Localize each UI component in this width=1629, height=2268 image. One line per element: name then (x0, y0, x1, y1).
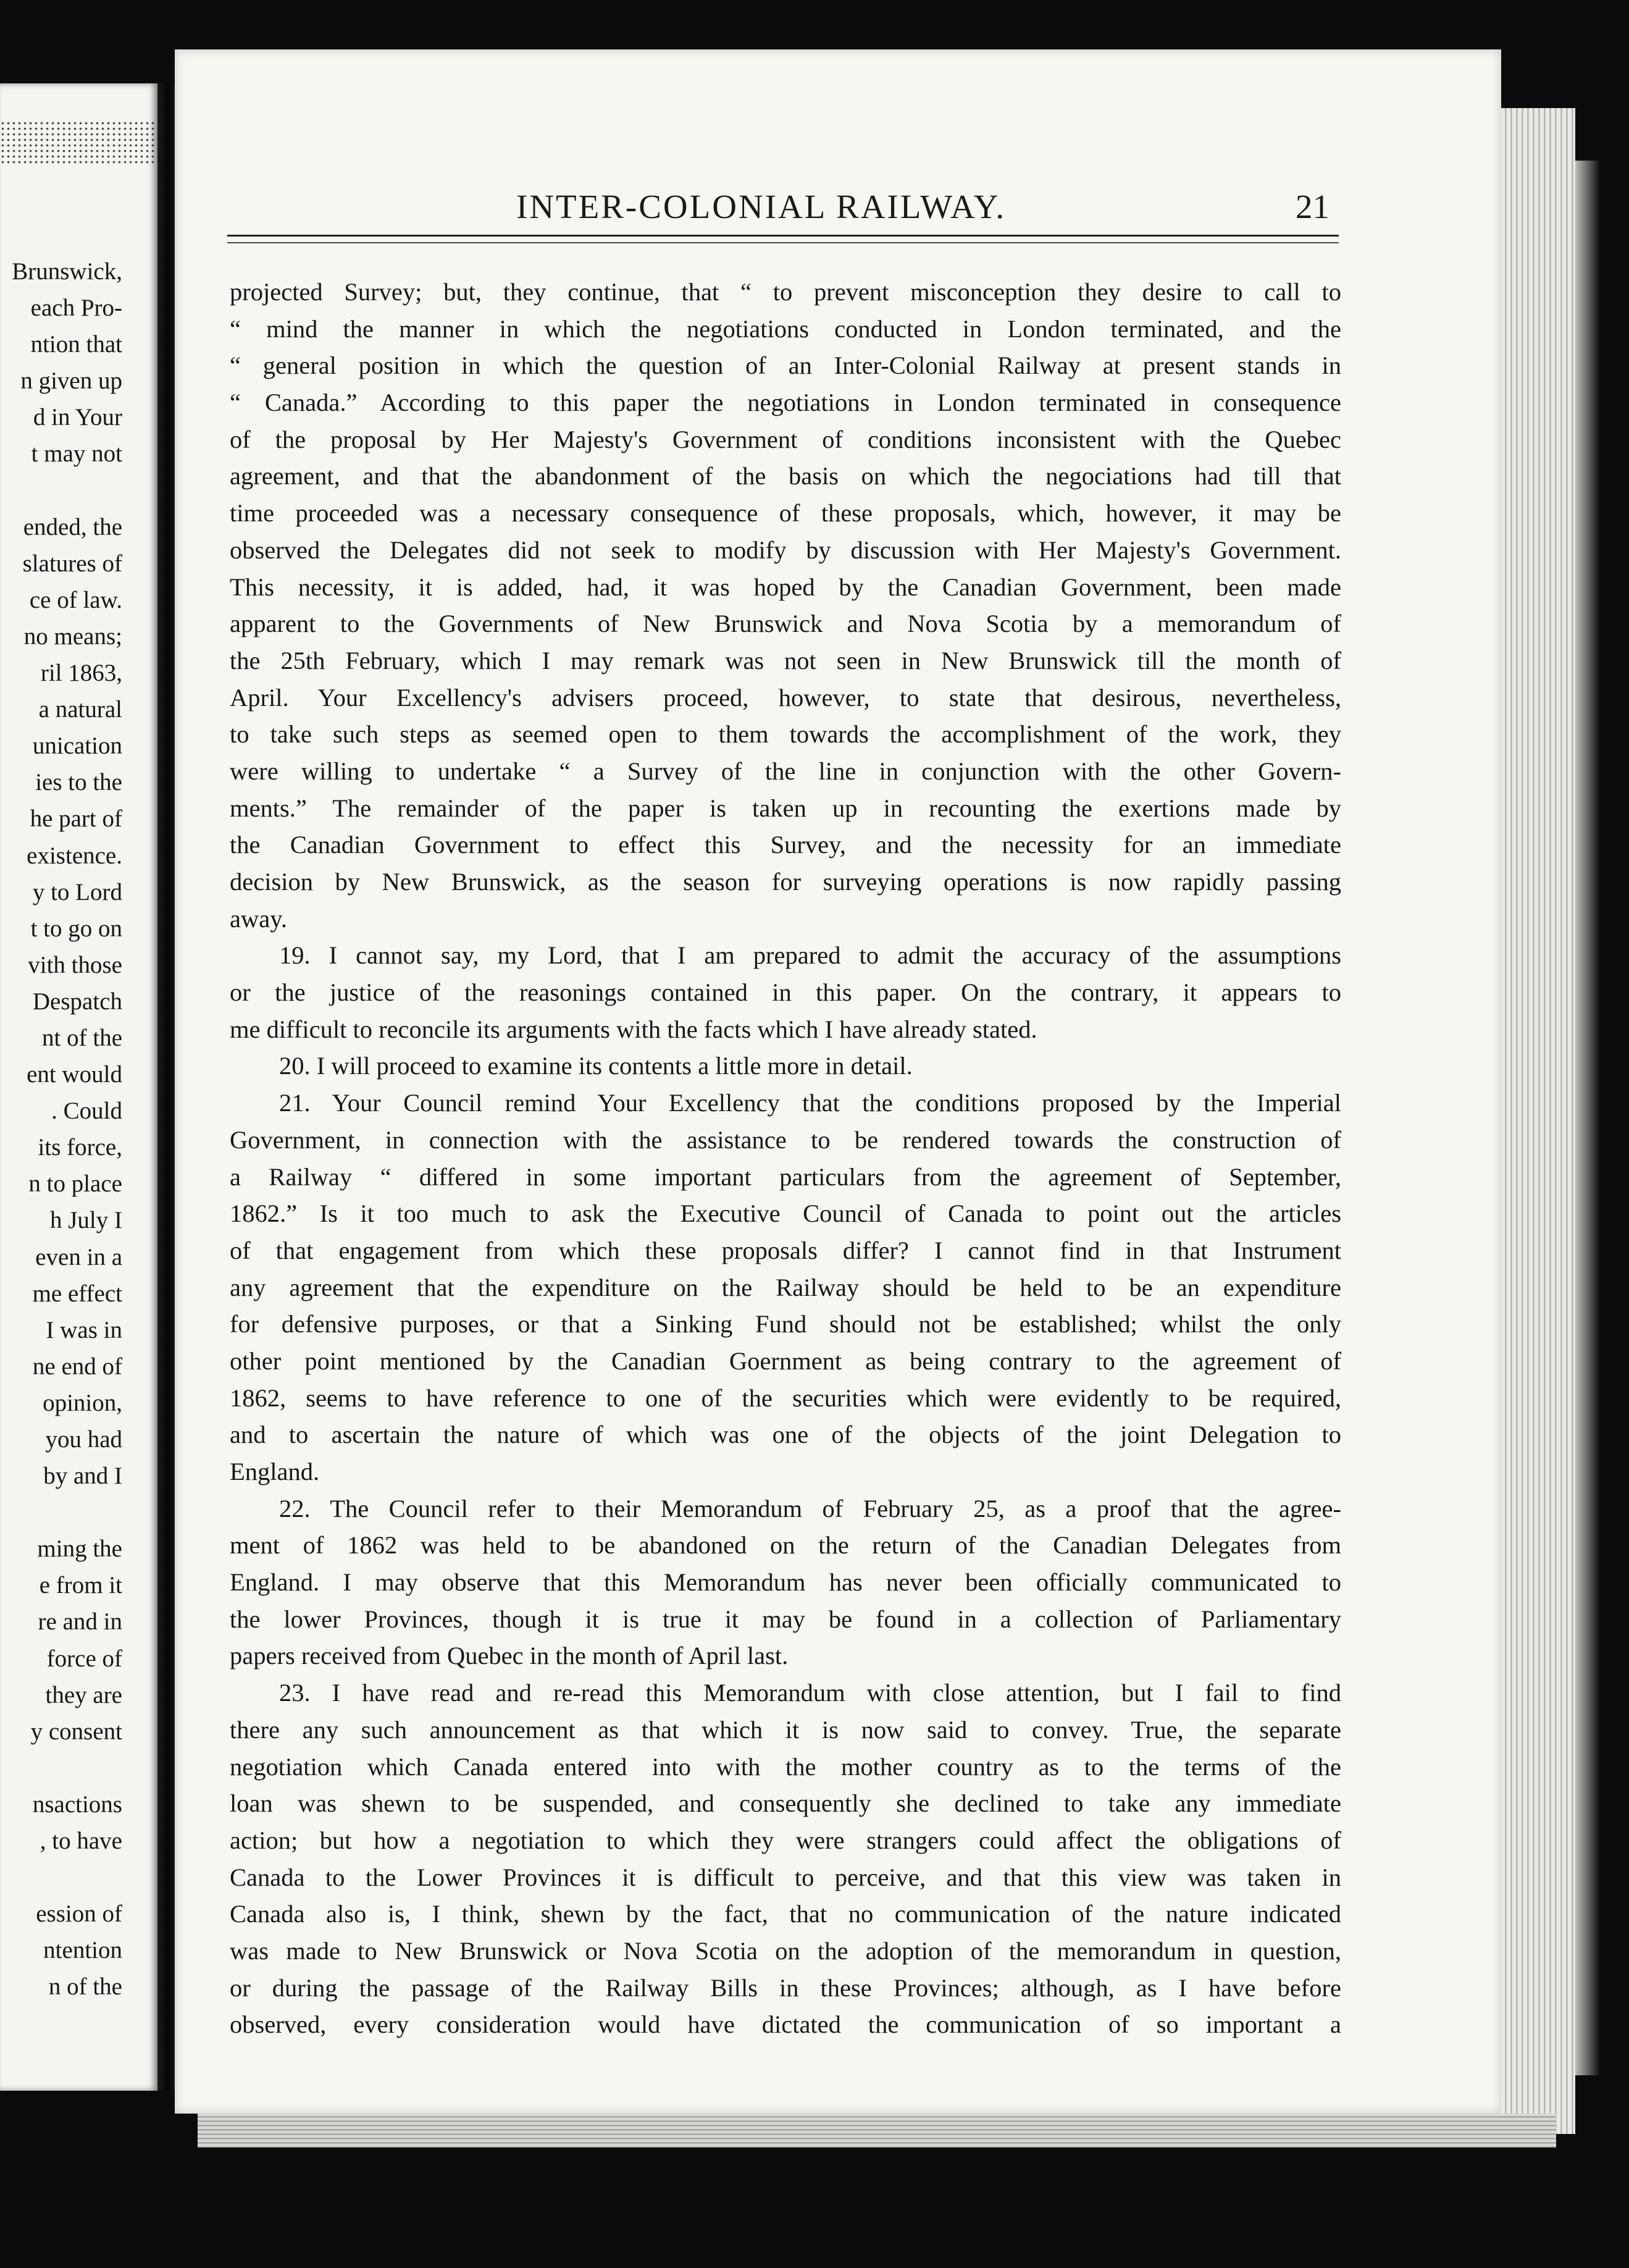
page-stack-shadow (1575, 161, 1600, 2075)
body-line: “ mind the manner in which the negotiations conducted in London terminated, and the (230, 314, 1341, 343)
body-line: the lower Provinces, though it is true it may be found in a collection of Parliamentary (230, 1605, 1341, 1633)
left-page-line: ies to the (35, 769, 122, 796)
left-page-line (0, 472, 122, 509)
left-page-line: by and I (43, 1463, 122, 1490)
body-line: or during the passage of the Railway Bills in these Provinces; although, as I have before (230, 1973, 1341, 2002)
left-page-line (0, 1859, 122, 1896)
body-line: agreement, and that the abandonment of the basis on which the negociations had till that (230, 462, 1341, 490)
left-page-line (0, 1750, 122, 1786)
body-line: was made to New Brunswick or Nova Scotia on the adoption of the memorandum in question, (230, 1936, 1341, 1965)
left-page-line: each Pro- (30, 295, 122, 322)
body-line: 1862, seems to have reference to one of the securities which were evidently to be required, (230, 1384, 1341, 1412)
header-rule-top (227, 235, 1339, 237)
left-page-line: ming the (37, 1535, 122, 1563)
left-page-line: force of (46, 1645, 122, 1672)
left-page-line: y to Lord (32, 878, 122, 905)
left-page-line: e from it (39, 1572, 122, 1599)
left-page-line: a natural (38, 696, 122, 723)
left-page-line: , to have (40, 1828, 122, 1855)
left-page-line: n given up (20, 368, 122, 395)
left-page-text (0, 253, 122, 2006)
left-page-line: t may not (31, 440, 122, 468)
left-page-line: re and in (38, 1608, 122, 1636)
body-line: 22. The Council refer to their Memorandum of February 25, as a proof that the agree- (279, 1494, 1341, 1522)
body-line: the Canadian Government to effect this Survey, and the necessity for an immediate (230, 831, 1341, 859)
left-page-line (0, 1494, 122, 1531)
book-gutter (157, 83, 175, 2091)
body-line: 19. I cannot say, my Lord, that I am prepared to admit the accuracy of the assumptions (279, 941, 1341, 970)
left-page-line: its force, (38, 1134, 122, 1161)
body-line: the 25th February, which I may remark was not seen in New Brunswick till the month of (230, 646, 1341, 674)
left-page-line: y consent (30, 1718, 122, 1745)
body-line: observed the Delegates did not seek to modify by discussion with Her Majesty's Government. (230, 536, 1341, 564)
left-page-line: . Could (51, 1098, 122, 1125)
body-line: apparent to the Governments of New Brunswick and Nova Scotia by a memorandum of (230, 610, 1341, 638)
body-text (230, 274, 1341, 2043)
left-page-line: ended, the (23, 513, 122, 540)
page-bottom-edge (198, 2114, 1556, 2148)
left-page-line: ntention (43, 1937, 122, 1964)
body-line: time proceeded was a necessary consequence of these proposals, which, however, it may be (230, 499, 1341, 527)
body-line: Canada to the Lower Provinces it is difficult to perceive, and that this view was taken in (230, 1863, 1341, 1891)
left-page-line: nt of the (42, 1024, 122, 1051)
left-page-line: slatures of (22, 550, 122, 577)
body-line: Canada also is, I think, shewn by the fact, that no communication of the nature indicated (230, 1900, 1341, 1928)
body-line: there any such announcement as that which it is now said to convey. True, the separate (230, 1715, 1341, 1744)
body-line: England. I may observe that this Memorandum has never been officially communicated to (230, 1568, 1341, 1597)
left-page-line: t to go on (30, 915, 122, 942)
body-line: other point mentioned by the Canadian Goernment as being contrary to the agreement of (230, 1346, 1341, 1375)
body-line: and to ascertain the nature of which was one of the objects of the joint Delegation to (230, 1421, 1341, 1449)
body-line: projected Survey; but, they continue, that “ to prevent misconception they desire to call to (230, 278, 1341, 306)
left-page-line: h July I (50, 1207, 122, 1234)
body-line: any agreement that the expenditure on the Railway should be held to be an expenditure (230, 1273, 1341, 1301)
left-page-line: ce of law. (29, 586, 122, 613)
left-page-line: he part of (30, 805, 122, 833)
left-page-line: ntion that (30, 331, 122, 358)
left-page-line: existence. (27, 842, 122, 869)
left-page-perforated-edge (0, 120, 157, 164)
body-line: papers received from Quebec in the month of April last. (230, 1642, 789, 1670)
left-page-line: n of the (48, 1973, 122, 2001)
body-line: me difficult to reconcile its arguments with the facts which I have already stated. (230, 1015, 1037, 1043)
body-line: 1862.” Is it too much to ask the Executive Council of Canada to point out the articles (230, 1199, 1341, 1228)
body-line: April. Your Excellency's advisers proceed, however, to state that desirous, nevertheless, (230, 683, 1341, 712)
body-line: of that engagement from which these proposals differ? I cannot find in that Instrument (230, 1236, 1341, 1264)
body-line: loan was shewn to be suspended, and consequently she declined to take any immediate (230, 1789, 1341, 1818)
left-page-line: I was in (46, 1316, 122, 1343)
left-page-line: Brunswick, (12, 258, 122, 285)
left-page-line: even in a (35, 1243, 122, 1270)
left-page-line: me effect (32, 1280, 122, 1307)
page-stack-edge (1501, 108, 1575, 2134)
body-line: negotiation which Canada entered into with the mother country as to the terms of the (230, 1752, 1341, 1781)
body-line: of the proposal by Her Majesty's Government of conditions inconsistent with the Quebec (230, 425, 1341, 453)
left-page-line: nsactions (32, 1791, 122, 1818)
body-line: for defensive purposes, or that a Sinking Fund should not be established; whilst the only (230, 1310, 1341, 1338)
body-line: Government, in connection with the assistance to be rendered towards the construction of (230, 1125, 1341, 1154)
body-line: observed, every consideration would have dictated the communication of so important a (230, 2010, 1341, 2039)
left-page-line: you had (45, 1426, 122, 1453)
body-line: decision by New Brunswick, as the season for surveying operations is now rapidly passing (230, 868, 1341, 896)
left-facing-page (0, 83, 157, 2091)
left-page-line: ne end of (32, 1353, 122, 1380)
left-page-line: they are (45, 1681, 122, 1708)
body-line: ments.” The remainder of the paper is taken up in recounting the exertions made by (230, 794, 1341, 822)
body-line: This necessity, it is added, had, it was hoped by the Canadian Government, been made (230, 573, 1341, 601)
left-page-line: vith those (28, 951, 122, 978)
page-number: 21 (1296, 188, 1330, 225)
left-page-line: unication (32, 733, 122, 760)
header-rule-bottom (227, 242, 1339, 243)
body-line: ment of 1862 was held to be abandoned on the return of the Canadian Delegates from (230, 1531, 1341, 1560)
left-page-line: ril 1863, (40, 660, 122, 687)
body-line: or the justice of the reasonings contained in this paper. On the contrary, it appears to (230, 978, 1341, 1007)
left-page-line: ent would (27, 1061, 122, 1088)
body-line: 23. I have read and re-read this Memorandum with close attention, but I fail to find (279, 1679, 1341, 1707)
body-line: “ Canada.” According to this paper the negotiations in London terminated in consequence (230, 388, 1341, 417)
body-line: 21. Your Council remind Your Excellency that the conditions proposed by the Imperial (279, 1089, 1341, 1117)
body-line: a Railway “ differed in some important particulars from the agreement of September, (230, 1162, 1341, 1191)
left-page-line: no means; (23, 623, 122, 650)
running-head: INTER-COLONIAL RAILWAY. (516, 188, 1007, 225)
body-line: away. (230, 904, 287, 933)
body-line: “ general position in which the question of an Inter-Colonial Railway at present stands in (230, 351, 1341, 380)
body-line: 20. I will proceed to examine its contents a little more in detail. (279, 1052, 913, 1080)
left-page-line: Despatch (32, 988, 122, 1015)
left-page-line: opinion, (43, 1389, 122, 1416)
body-line: action; but how a negotiation to which they were strangers could affect the obligations of (230, 1826, 1341, 1854)
left-page-line: d in Your (33, 404, 122, 431)
left-page-line: n to place (28, 1170, 122, 1198)
left-page-line: ession of (36, 1900, 122, 1928)
body-line: were willing to undertake “ a Survey of the line in conjunction with the other Govern- (230, 757, 1341, 785)
body-line: to take such steps as seemed open to them towards the accomplishment of the work, they (230, 720, 1341, 749)
body-line: England. (230, 1458, 320, 1485)
